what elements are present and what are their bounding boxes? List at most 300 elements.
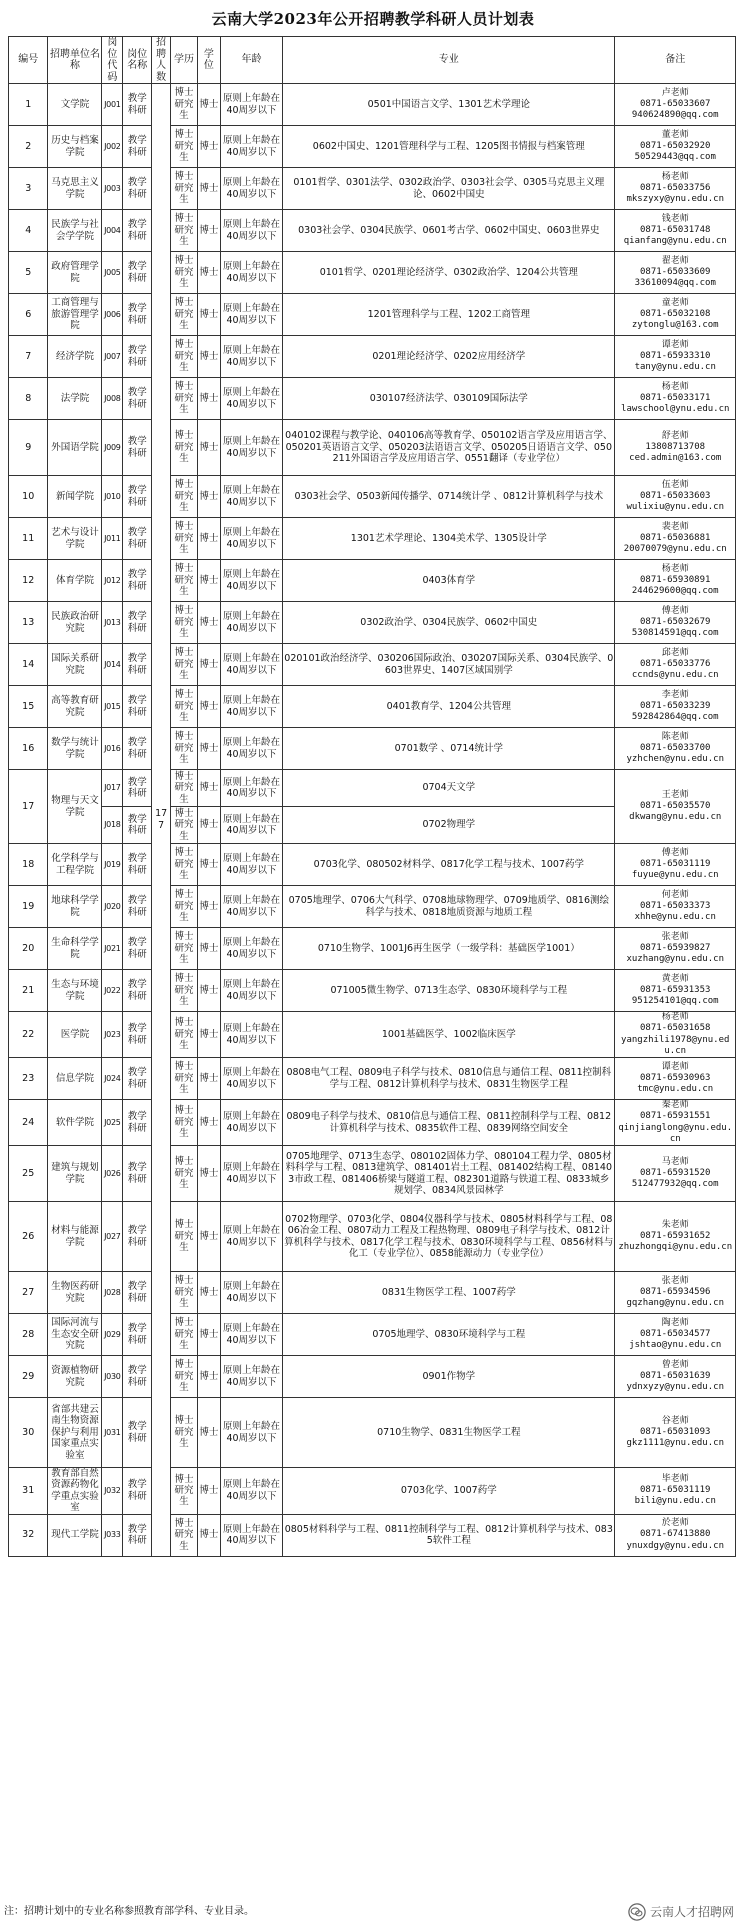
row-number: 9 <box>9 420 48 476</box>
watermark <box>628 1900 734 1924</box>
major-list: 0704天文学 <box>283 770 615 807</box>
row-number: 12 <box>9 560 48 602</box>
position-name: 教学科研 <box>123 1146 152 1202</box>
degree: 博士 <box>197 886 220 928</box>
unit-name: 教育部自然资源药物化学重点实验室 <box>48 1468 102 1515</box>
header-position-name: 岗位名称 <box>123 37 152 84</box>
major-list: 0705地理学、0713生态学、080102固体力学、080104工程力学、0805材料科学与工程、0813建筑学、081401岩土工程、081402结构工程、081403市政工程、081406桥梁与隧道工程、082301道路与铁道工程、0833城乡规划学、0834风景园林学 <box>283 1146 615 1202</box>
position-code: J018 <box>102 807 123 844</box>
table-row <box>9 252 736 294</box>
position-code: J012 <box>102 560 123 602</box>
remarks <box>615 644 736 686</box>
table-row <box>9 1468 736 1515</box>
position-code: J023 <box>102 1012 123 1058</box>
degree: 博士 <box>197 1514 220 1556</box>
contact-phone: 0871-65031093 <box>640 1426 711 1437</box>
position-name: 教学科研 <box>123 252 152 294</box>
education: 博士研究生 <box>170 970 197 1012</box>
row-number: 29 <box>9 1356 48 1398</box>
contact-email: tany@ynu.edu.cn <box>634 362 716 373</box>
degree: 博士 <box>197 1058 220 1100</box>
major-list: 0710生物学、1001J6再生医学（一级学科：基础医学1001） <box>283 928 615 970</box>
footnote: 注：招聘计划中的专业名称参照教育部学科、专业目录。 <box>4 1906 254 1917</box>
table-header-row <box>9 37 736 84</box>
unit-name: 文学院 <box>48 84 102 126</box>
position-code: J022 <box>102 970 123 1012</box>
education: 博士研究生 <box>170 686 197 728</box>
education: 博士研究生 <box>170 928 197 970</box>
contact-name: 毕老师 <box>661 1473 689 1484</box>
contact-name: 张老师 <box>661 931 689 942</box>
unit-name: 民族学与社会学学院 <box>48 210 102 252</box>
major-list: 020101政治经济学、030206国际政治、030207国际关系、0304民族学、0603世界史、1407区域国别学 <box>283 644 615 686</box>
major-list: 0303社会学、0503新闻传播学、0714统计学 、0812计算机科学与技术 <box>283 476 615 518</box>
major-list: 071005微生物学、0713生态学、0830环境科学与工程 <box>283 970 615 1012</box>
contact-email: 592842864@qq.com <box>631 712 719 723</box>
contact-email: ced.admin@163.com <box>629 453 722 464</box>
position-code: J027 <box>102 1202 123 1272</box>
degree: 博士 <box>197 1314 220 1356</box>
row-number: 11 <box>9 518 48 560</box>
position-code: J029 <box>102 1314 123 1356</box>
table-row <box>9 84 736 126</box>
degree: 博士 <box>197 807 220 844</box>
degree: 博士 <box>197 294 220 336</box>
age-requirement: 原则上年龄在40周岁以下 <box>220 1012 282 1058</box>
contact-name: 黄老师 <box>661 973 689 984</box>
age-requirement: 原则上年龄在40周岁以下 <box>220 294 282 336</box>
table-row <box>9 886 736 928</box>
contact-phone: 0871-65033239 <box>640 700 711 711</box>
degree: 博士 <box>197 728 220 770</box>
education: 博士研究生 <box>170 1468 197 1515</box>
education: 博士研究生 <box>170 1398 197 1468</box>
contact-phone: 0871-65031119 <box>640 1485 711 1496</box>
age-requirement: 原则上年龄在40周岁以下 <box>220 807 282 844</box>
contact-phone: 0871-65931520 <box>640 1167 711 1178</box>
remarks <box>615 294 736 336</box>
position-name: 教学科研 <box>123 518 152 560</box>
remarks <box>615 1146 736 1202</box>
contact-email: bili@ynu.edu.cn <box>634 1496 716 1507</box>
unit-name: 数学与统计学院 <box>48 728 102 770</box>
page-title: 云南大学2023年公开招聘教学科研人员计划表 <box>211 10 535 28</box>
contact-phone: 0871-65933310 <box>640 350 711 361</box>
wechat-icon <box>628 1903 646 1921</box>
unit-name: 国际关系研究院 <box>48 644 102 686</box>
major-list: 1201管理科学与工程、1202工商管理 <box>283 294 615 336</box>
remarks <box>615 518 736 560</box>
major-list: 0808电气工程、0809电子科学与技术、0810信息与通信工程、0811控制科学与工程、0812计算机科学与技术、0831生物医学工程 <box>283 1058 615 1100</box>
unit-name: 艺术与设计学院 <box>48 518 102 560</box>
unit-name: 历史与档案学院 <box>48 126 102 168</box>
table-row <box>9 518 736 560</box>
unit-name: 体育学院 <box>48 560 102 602</box>
position-name: 教学科研 <box>123 928 152 970</box>
table-row <box>9 844 736 886</box>
contact-phone: 0871-65033607 <box>640 98 711 109</box>
contact-name: 伍老师 <box>661 479 689 490</box>
contact-email: xuzhang@ynu.edu.cn <box>626 954 724 965</box>
contact-name: 傅老师 <box>661 605 689 616</box>
major-list: 0303社会学、0304民族学、0601考古学、0602中国史、0603世界史 <box>283 210 615 252</box>
header-code: 岗位代码 <box>102 37 123 84</box>
remarks <box>615 336 736 378</box>
header-count: 招聘人数 <box>152 37 171 84</box>
contact-phone: 0871-65033171 <box>640 392 711 403</box>
contact-name: 谭老师 <box>661 1061 689 1072</box>
education: 博士研究生 <box>170 294 197 336</box>
age-requirement: 原则上年龄在40周岁以下 <box>220 560 282 602</box>
major-list: 040102课程与教学论、040106高等教育学、050102语言学及应用语言学、050201英语语言文学、050203法语语言文学、050205日语语言文学、050211外国语言学及应用语言学、0551翻译（专业学位） <box>283 420 615 476</box>
table-row <box>9 168 736 210</box>
row-number: 13 <box>9 602 48 644</box>
unit-name: 软件学院 <box>48 1100 102 1146</box>
contact-email: 50529443@qq.com <box>634 152 716 163</box>
age-requirement: 原则上年龄在40周岁以下 <box>220 1398 282 1468</box>
row-number: 32 <box>9 1514 48 1556</box>
contact-name: 陈老师 <box>661 731 689 742</box>
contact-phone: 0871-65931652 <box>640 1230 711 1241</box>
position-name: 教学科研 <box>123 970 152 1012</box>
contact-phone: 0871-65033603 <box>640 490 711 501</box>
contact-email: 33610094@qq.com <box>634 278 716 289</box>
education: 博士研究生 <box>170 770 197 807</box>
major-list: 0302政治学、0304民族学、0602中国史 <box>283 602 615 644</box>
contact-phone: 0871-65031119 <box>640 858 711 869</box>
header-education: 学历 <box>170 37 197 84</box>
position-name: 教学科研 <box>123 420 152 476</box>
degree: 博士 <box>197 770 220 807</box>
position-code: J032 <box>102 1468 123 1515</box>
contact-phone: 0871-65031639 <box>640 1370 711 1381</box>
education: 博士研究生 <box>170 126 197 168</box>
row-number: 22 <box>9 1012 48 1058</box>
position-code: J024 <box>102 1058 123 1100</box>
education: 博士研究生 <box>170 1314 197 1356</box>
age-requirement: 原则上年龄在40周岁以下 <box>220 252 282 294</box>
position-code: J031 <box>102 1398 123 1468</box>
education: 博士研究生 <box>170 560 197 602</box>
table-row <box>9 294 736 336</box>
degree: 博士 <box>197 1398 220 1468</box>
unit-name: 材料与能源学院 <box>48 1202 102 1272</box>
position-code: J019 <box>102 844 123 886</box>
row-number: 5 <box>9 252 48 294</box>
education: 博士研究生 <box>170 336 197 378</box>
contact-email: yangzhili1978@ynu.edu.cn <box>621 1034 730 1056</box>
total-count: 177 <box>152 84 171 1557</box>
unit-name: 马克思主义学院 <box>48 168 102 210</box>
remarks <box>615 1314 736 1356</box>
contact-phone: 0871-65035570 <box>640 800 711 811</box>
contact-phone: 0871-67413880 <box>640 1529 711 1540</box>
row-number: 17 <box>9 770 48 844</box>
education: 博士研究生 <box>170 252 197 294</box>
position-name: 教学科研 <box>123 886 152 928</box>
table-row <box>9 1356 736 1398</box>
remarks <box>615 1100 736 1146</box>
position-code: J013 <box>102 602 123 644</box>
row-number: 21 <box>9 970 48 1012</box>
contact-phone: 0871-65036881 <box>640 532 711 543</box>
position-name: 教学科研 <box>123 378 152 420</box>
education: 博士研究生 <box>170 728 197 770</box>
header-age: 年龄 <box>220 37 282 84</box>
contact-email: zytonglu@163.com <box>631 320 719 331</box>
degree: 博士 <box>197 686 220 728</box>
position-name: 教学科研 <box>123 210 152 252</box>
education: 博士研究生 <box>170 602 197 644</box>
position-name: 教学科研 <box>123 294 152 336</box>
table-row <box>9 420 736 476</box>
degree: 博士 <box>197 1012 220 1058</box>
contact-name: 舒老师 <box>661 430 689 441</box>
position-code: J005 <box>102 252 123 294</box>
row-number: 3 <box>9 168 48 210</box>
position-code: J009 <box>102 420 123 476</box>
age-requirement: 原则上年龄在40周岁以下 <box>220 476 282 518</box>
age-requirement: 原则上年龄在40周岁以下 <box>220 1514 282 1556</box>
major-list: 0701数学 、0714统计学 <box>283 728 615 770</box>
remarks <box>615 886 736 928</box>
header-remarks: 备注 <box>615 37 736 84</box>
row-number: 31 <box>9 1468 48 1515</box>
contact-phone: 0871-65934596 <box>640 1286 711 1297</box>
position-name: 教学科研 <box>123 126 152 168</box>
contact-phone: 0871-65033776 <box>640 658 711 669</box>
row-number: 2 <box>9 126 48 168</box>
contact-phone: 0871-65034577 <box>640 1328 711 1339</box>
age-requirement: 原则上年龄在40周岁以下 <box>220 844 282 886</box>
education: 博士研究生 <box>170 84 197 126</box>
education: 博士研究生 <box>170 1202 197 1272</box>
contact-email: gqzhang@ynu.edu.cn <box>626 1298 724 1309</box>
age-requirement: 原则上年龄在40周岁以下 <box>220 770 282 807</box>
unit-name: 信息学院 <box>48 1058 102 1100</box>
major-list: 0101哲学、0301法学、0302政治学、0303社会学、0305马克思主义理论、0602中国史 <box>283 168 615 210</box>
position-name: 教学科研 <box>123 1272 152 1314</box>
position-name: 教学科研 <box>123 84 152 126</box>
degree: 博士 <box>197 602 220 644</box>
major-list: 0401教育学、1204公共管理 <box>283 686 615 728</box>
contact-email: 512477932@qq.com <box>631 1179 719 1190</box>
row-number: 20 <box>9 928 48 970</box>
major-list: 0602中国史、1201管理科学与工程、1205图书情报与档案管理 <box>283 126 615 168</box>
degree: 博士 <box>197 336 220 378</box>
contact-email: ynuxdgy@ynu.edu.cn <box>626 1540 724 1551</box>
age-requirement: 原则上年龄在40周岁以下 <box>220 728 282 770</box>
row-number: 24 <box>9 1100 48 1146</box>
row-number: 23 <box>9 1058 48 1100</box>
contact-phone: 0871-65033756 <box>640 182 711 193</box>
remarks <box>615 970 736 1012</box>
table-row <box>9 560 736 602</box>
contact-name: 王老师 <box>661 789 689 800</box>
contact-email: wulixiu@ynu.edu.cn <box>626 502 724 513</box>
contact-name: 钱老师 <box>661 213 689 224</box>
position-name: 教学科研 <box>123 168 152 210</box>
contact-email: ydnxyzy@ynu.edu.cn <box>626 1382 724 1393</box>
table-row <box>9 728 736 770</box>
remarks <box>615 210 736 252</box>
age-requirement: 原则上年龄在40周岁以下 <box>220 420 282 476</box>
position-code: J026 <box>102 1146 123 1202</box>
position-name: 教学科研 <box>123 602 152 644</box>
degree: 博士 <box>197 644 220 686</box>
age-requirement: 原则上年龄在40周岁以下 <box>220 686 282 728</box>
position-code: J011 <box>102 518 123 560</box>
unit-name: 资源植物研究院 <box>48 1356 102 1398</box>
contact-name: 邱老师 <box>661 647 689 658</box>
major-list: 0703化学、080502材料学、0817化学工程与技术、1007药学 <box>283 844 615 886</box>
position-name: 教学科研 <box>123 807 152 844</box>
degree: 博士 <box>197 252 220 294</box>
unit-name: 工商管理与旅游管理学院 <box>48 294 102 336</box>
table-row <box>9 970 736 1012</box>
degree: 博士 <box>197 1202 220 1272</box>
contact-phone: 0871-65032920 <box>640 140 711 151</box>
position-code: J020 <box>102 886 123 928</box>
position-name: 教学科研 <box>123 1398 152 1468</box>
degree: 博士 <box>197 928 220 970</box>
unit-name: 经济学院 <box>48 336 102 378</box>
unit-name: 化学科学与工程学院 <box>48 844 102 886</box>
education: 博士研究生 <box>170 1146 197 1202</box>
degree: 博士 <box>197 560 220 602</box>
unit-name: 生态与环境学院 <box>48 970 102 1012</box>
header-major: 专业 <box>283 37 615 84</box>
remarks <box>615 476 736 518</box>
header-no: 编号 <box>9 37 48 84</box>
education: 博士研究生 <box>170 644 197 686</box>
contact-name: 裴老师 <box>661 521 689 532</box>
row-number: 15 <box>9 686 48 728</box>
table-row <box>9 1398 736 1468</box>
contact-name: 秦老师 <box>661 1100 689 1110</box>
unit-name: 民族政治研究院 <box>48 602 102 644</box>
remarks <box>615 252 736 294</box>
education: 博士研究生 <box>170 886 197 928</box>
unit-name: 外国语学院 <box>48 420 102 476</box>
table-row <box>9 1272 736 1314</box>
contact-email: qianfang@ynu.edu.cn <box>623 236 727 247</box>
contact-name: 杨老师 <box>661 1012 689 1022</box>
major-list: 0501中国语言文学、1301艺术学理论 <box>283 84 615 126</box>
education: 博士研究生 <box>170 1100 197 1146</box>
row-number: 1 <box>9 84 48 126</box>
contact-phone: 13808713708 <box>645 441 706 452</box>
position-code: J003 <box>102 168 123 210</box>
row-number: 25 <box>9 1146 48 1202</box>
position-name: 教学科研 <box>123 1356 152 1398</box>
unit-name: 现代工学院 <box>48 1514 102 1556</box>
position-code: J010 <box>102 476 123 518</box>
remarks <box>615 602 736 644</box>
major-list: 0705地理学、0830环境科学与工程 <box>283 1314 615 1356</box>
contact-phone: 0871-65031748 <box>640 224 711 235</box>
age-requirement: 原则上年龄在40周岁以下 <box>220 928 282 970</box>
table-row <box>9 1100 736 1146</box>
remarks <box>615 1514 736 1556</box>
degree: 博士 <box>197 1146 220 1202</box>
row-number: 8 <box>9 378 48 420</box>
contact-phone: 0871-65033700 <box>640 742 711 753</box>
unit-name: 生命科学学院 <box>48 928 102 970</box>
position-name: 教学科研 <box>123 686 152 728</box>
contact-email: dkwang@ynu.edu.cn <box>629 812 722 823</box>
contact-email: ccnds@ynu.edu.cn <box>631 670 719 681</box>
contact-name: 杨老师 <box>661 563 689 574</box>
position-code: J028 <box>102 1272 123 1314</box>
major-list: 1001基础医学、1002临床医学 <box>283 1012 615 1058</box>
contact-name: 杨老师 <box>661 381 689 392</box>
major-list: 0831生物医学工程、1007药学 <box>283 1272 615 1314</box>
contact-phone: 0871-65033373 <box>640 900 711 911</box>
position-name: 教学科研 <box>123 336 152 378</box>
table-row <box>9 336 736 378</box>
education: 博士研究生 <box>170 210 197 252</box>
degree: 博士 <box>197 1468 220 1515</box>
major-list: 1301艺术学理论、1304美术学、1305设计学 <box>283 518 615 560</box>
degree: 博士 <box>197 210 220 252</box>
contact-email: 940624890@qq.com <box>631 110 719 121</box>
position-name: 教学科研 <box>123 644 152 686</box>
contact-email: lawschool@ynu.edu.cn <box>621 404 730 415</box>
major-list: 0702物理学 <box>283 807 615 844</box>
age-requirement: 原则上年龄在40周岁以下 <box>220 126 282 168</box>
position-name: 教学科研 <box>123 1314 152 1356</box>
education: 博士研究生 <box>170 476 197 518</box>
contact-email: gkz1111@ynu.edu.cn <box>626 1438 724 1449</box>
contact-email: jshtao@ynu.edu.cn <box>629 1340 722 1351</box>
contact-name: 傅老师 <box>661 847 689 858</box>
row-number: 26 <box>9 1202 48 1272</box>
contact-email: 951254101@qq.com <box>631 996 719 1007</box>
degree: 博士 <box>197 1356 220 1398</box>
remarks <box>615 1012 736 1058</box>
remarks <box>615 126 736 168</box>
table-row <box>9 928 736 970</box>
contact-name: 陶老师 <box>661 1317 689 1328</box>
position-name: 教学科研 <box>123 1058 152 1100</box>
age-requirement: 原则上年龄在40周岁以下 <box>220 886 282 928</box>
unit-name: 高等教育研究院 <box>48 686 102 728</box>
major-list: 0702物理学、0703化学、0804仪器科学与技术、0805材料科学与工程、0806冶金工程、0807动力工程及工程热物理、0809电子科学与技术、0812计算机科学与技术、0817化学工程与技术、0830环境科学与工程、0856材料与化工（专业学位）、0858能源动力（专业学位） <box>283 1202 615 1272</box>
contact-phone: 0871-65930891 <box>640 574 711 585</box>
table-row <box>9 686 736 728</box>
contact-name: 马老师 <box>661 1156 689 1167</box>
table-row <box>9 644 736 686</box>
contact-email: 20070079@ynu.edu.cn <box>623 544 727 555</box>
table-row <box>9 1058 736 1100</box>
recruitment-table <box>8 36 736 1557</box>
age-requirement: 原则上年龄在40周岁以下 <box>220 210 282 252</box>
header-unit: 招聘单位名称 <box>48 37 102 84</box>
remarks <box>615 686 736 728</box>
major-list: 0805材料科学与工程、0811控制科学与工程、0812计算机科学与技术、0835软件工程 <box>283 1514 615 1556</box>
position-code: J002 <box>102 126 123 168</box>
position-code: J015 <box>102 686 123 728</box>
major-list: 0901作物学 <box>283 1356 615 1398</box>
age-requirement: 原则上年龄在40周岁以下 <box>220 970 282 1012</box>
position-name: 教学科研 <box>123 1100 152 1146</box>
education: 博士研究生 <box>170 1514 197 1556</box>
age-requirement: 原则上年龄在40周岁以下 <box>220 602 282 644</box>
contact-name: 杨老师 <box>661 171 689 182</box>
degree: 博士 <box>197 378 220 420</box>
position-name: 教学科研 <box>123 560 152 602</box>
